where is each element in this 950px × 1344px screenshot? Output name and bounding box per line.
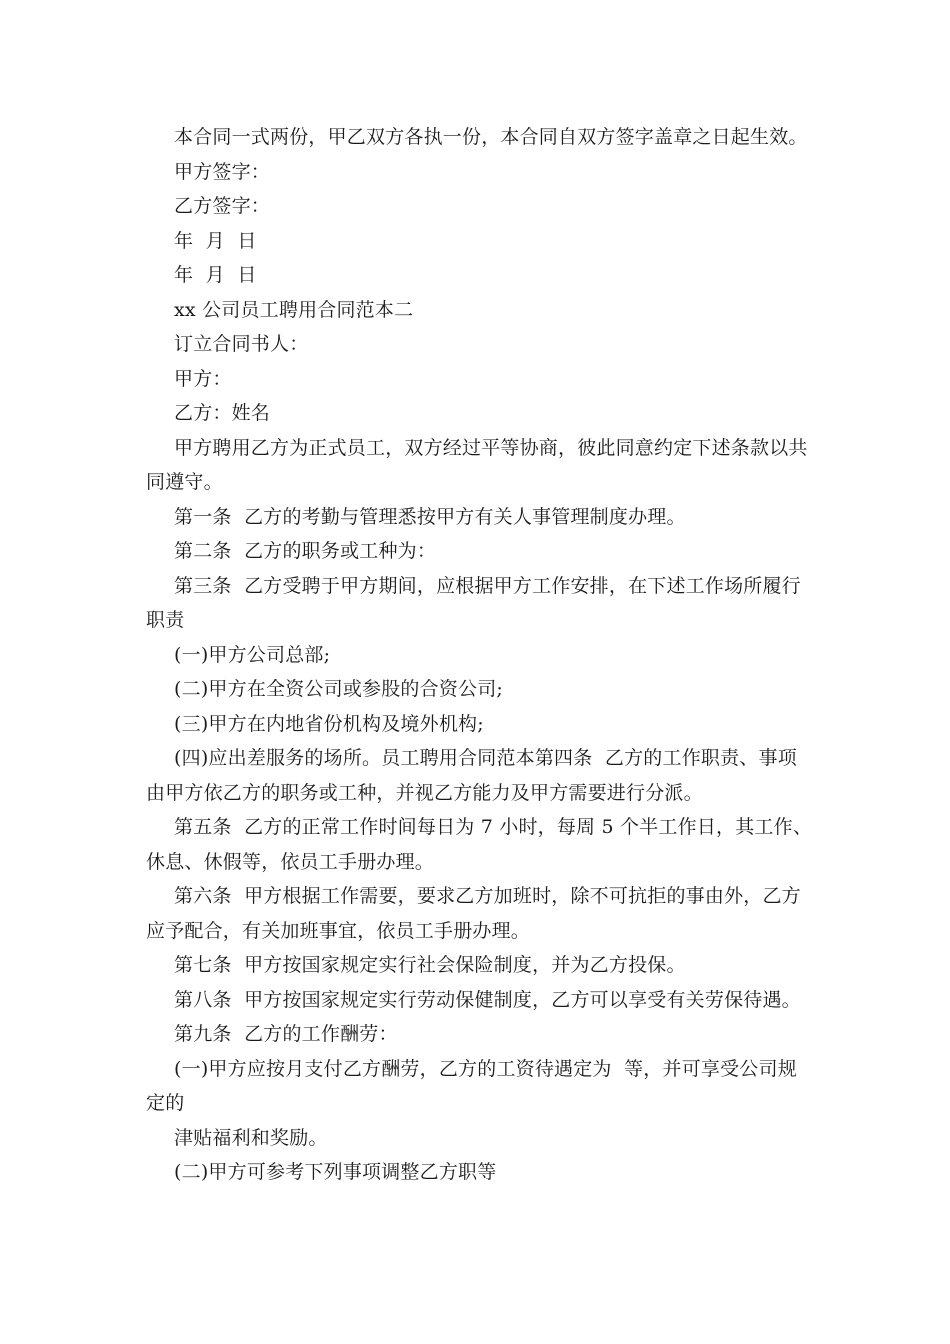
text-line: 职责 — [146, 609, 185, 631]
text-line: (一)甲方应按月支付乙方酬劳，乙方的工资待遇定为 等，并可享受公司规 — [174, 1057, 797, 1080]
text-line: (三)甲方在内地省份机构及境外机构; — [174, 712, 484, 735]
text-line: 年 月 日 — [174, 264, 257, 286]
text-line: 第一条 乙方的考勤与管理悉按甲方有关人事管理制度办理。 — [174, 505, 686, 528]
text-line: 第九条 乙方的工作酬劳： — [174, 1023, 398, 1045]
text-line: (四)应出差服务的场所。员工聘用合同范本第四条 乙方的工作职责、事项 — [174, 747, 797, 769]
text-line: 甲方签字： — [174, 160, 271, 183]
text-line: 由甲方依乙方的职务或工种，并视乙方能力及甲方需要进行分派。 — [146, 781, 703, 804]
text-line: 甲方： — [174, 367, 232, 390]
document-page — [146, 120, 813, 1190]
text-line: 乙方：姓名 — [174, 402, 271, 424]
text-line: 甲方聘用乙方为正式员工，双方经过平等协商，彼此同意约定下述条款以共 — [174, 436, 808, 459]
text-line: 乙方签字： — [174, 195, 271, 217]
text-line: 第八条 甲方按国家规定实行劳动保健制度，乙方可以享受有关劳保待遇。 — [174, 988, 801, 1011]
text-line: 第二条 乙方的职务或工种为： — [174, 540, 437, 562]
text-line: (一)甲方公司总部; — [174, 643, 331, 666]
text-line: 第七条 甲方按国家规定实行社会保险制度，并为乙方投保。 — [174, 954, 686, 976]
text-line: xx 公司员工聘用合同范本二 — [174, 298, 414, 321]
text-line: 津贴福利和奖励。 — [174, 1126, 328, 1149]
text-line: 同遵守。 — [146, 471, 223, 493]
text-line: (二)甲方可参考下列事项调整乙方职等 — [174, 1161, 497, 1183]
text-line: 本合同一式两份，甲乙双方各执一份，本合同自双方签字盖章之日起生效。 — [174, 126, 808, 148]
text-line: 休息、休假等，依员工手册办理。 — [146, 850, 435, 873]
text-line: 第三条 乙方受聘于甲方期间，应根据甲方工作安排，在下述工作场所履行 — [174, 574, 801, 597]
text-line: 年 月 日 — [174, 229, 257, 252]
text-line: 应予配合，有关加班事宜，依员工手册办理。 — [146, 919, 531, 942]
text-line: 订立合同书人： — [174, 333, 309, 355]
text-line: (二)甲方在全资公司或参股的合资公司; — [174, 678, 504, 700]
text-line: 第六条 甲方根据工作需要，要求乙方加班时，除不可抗拒的事由外，乙方 — [174, 885, 801, 907]
text-line: 定的 — [146, 1092, 185, 1114]
text-line: 第五条 乙方的正常工作时间每日为 7 小时，每周 5 个半工作日，其工作、 — [174, 816, 813, 838]
